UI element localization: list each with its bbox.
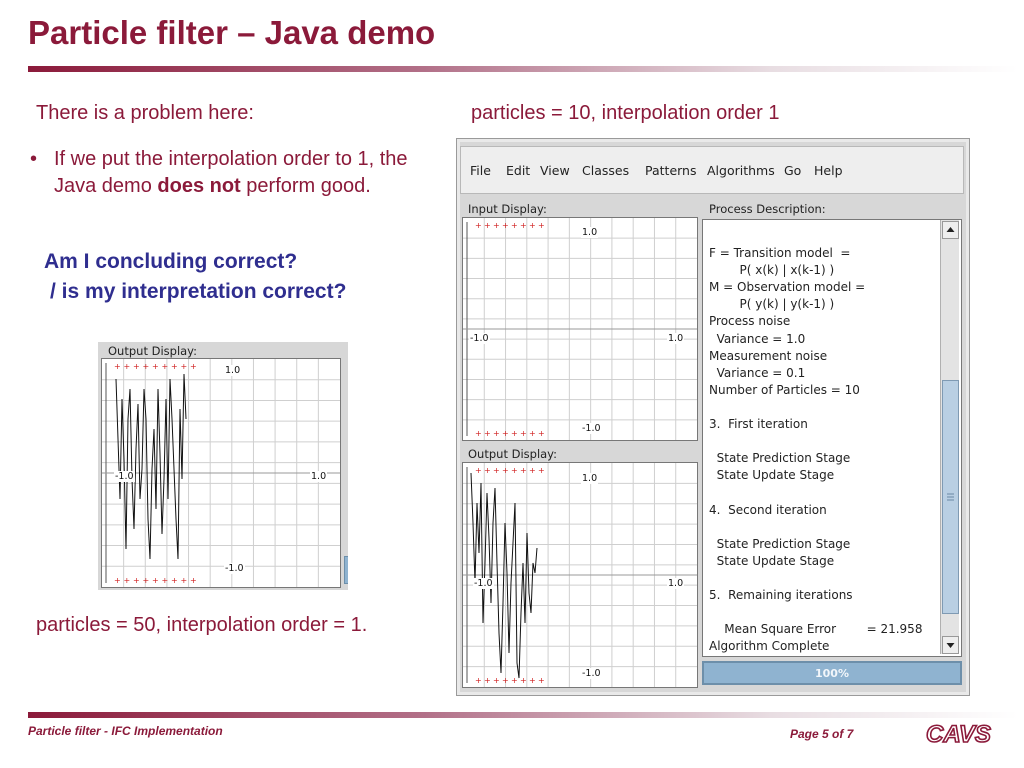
particle-mark: +	[475, 429, 482, 438]
menu-patterns[interactable]: Patterns	[645, 163, 697, 178]
particle-mark: +	[511, 676, 518, 685]
particle-mark: +	[142, 362, 150, 371]
particle-mark: +	[484, 466, 491, 475]
particle-mark: +	[511, 429, 518, 438]
particle-mark: +	[520, 221, 527, 230]
description-line: P( x(k) | x(k-1) )	[709, 263, 835, 278]
particle-mark: +	[502, 221, 509, 230]
menu-file[interactable]: File	[470, 163, 491, 178]
description-scrollbar[interactable]	[940, 220, 959, 654]
particle-mark: +	[161, 362, 169, 371]
snapshot-output-panel	[98, 342, 348, 590]
particle-mark: +	[190, 576, 197, 585]
particle-mark: +	[123, 576, 131, 585]
snapshot-progress-edge	[344, 556, 348, 584]
bullet-text-post: perform good.	[240, 175, 371, 197]
description-line: P( y(k) | y(k-1) )	[709, 297, 835, 312]
input-display-plot	[462, 217, 698, 441]
slide-title: Particle filter – Java demo	[28, 14, 436, 51]
particle-mark: +	[502, 466, 509, 475]
particle-mark: +	[493, 221, 500, 230]
snapshot-output-plot	[101, 358, 341, 588]
menu-go[interactable]: Go	[784, 163, 802, 178]
particle-mark: +	[190, 362, 197, 371]
particle-mark: +	[520, 466, 527, 475]
particle-mark: +	[484, 221, 491, 230]
particle-mark: +	[520, 676, 527, 685]
description-line: State Prediction Stage	[709, 451, 851, 466]
description-line: Process noise	[709, 314, 791, 329]
description-line: State Prediction Stage	[709, 536, 851, 551]
grip-icon	[943, 381, 958, 613]
caption-left: particles = 50, interpolation order = 1.	[36, 614, 368, 636]
particle-mark: +	[511, 466, 518, 475]
particle-mark: +	[538, 221, 545, 230]
particle-mark: +	[161, 576, 169, 585]
description-line: Mean Square Error = 21.958	[709, 622, 923, 637]
particle-mark: +	[493, 466, 500, 475]
arrow-down-icon	[943, 637, 958, 653]
description-line: F = Transition model =	[709, 246, 851, 260]
scroll-down-button[interactable]	[942, 636, 959, 654]
intro-text: There is a problem here:	[36, 102, 254, 124]
description-line: State Update Stage	[709, 553, 835, 568]
tick-bottom: -1.0	[582, 423, 601, 434]
particle-mark: +	[529, 221, 536, 230]
tick-bottom: -1.0	[225, 563, 244, 574]
question-line-2: / is my interpretation correct?	[50, 280, 347, 303]
menu-view[interactable]: View	[540, 163, 570, 178]
caption-right: particles = 10, interpolation order 1	[471, 102, 780, 124]
tick-top: 1.0	[582, 473, 598, 484]
particle-mark: +	[484, 429, 491, 438]
state-trace	[116, 374, 186, 559]
process-description-label: Process Description:	[709, 202, 826, 216]
particle-mark: +	[475, 466, 482, 475]
bullet-text-pre: If we put the interpolation order to 1, the Java demo	[54, 148, 408, 197]
tick-right: 1.0	[668, 333, 684, 344]
process-description-text[interactable]	[702, 219, 962, 657]
menu-edit[interactable]: Edit	[506, 163, 531, 178]
snapshot-output-label: Output Display:	[108, 344, 198, 358]
menu-bar	[460, 146, 964, 194]
question-line-1: Am I concluding correct?	[44, 250, 298, 273]
bullet-dot: •	[30, 148, 38, 170]
progress-text: 100%	[815, 667, 849, 680]
description-line: M = Observation model =	[709, 280, 866, 295]
particle-mark: +	[493, 676, 500, 685]
tick-top: 1.0	[225, 365, 241, 376]
footer-left-text: Particle filter - IFC Implementation	[28, 724, 223, 738]
description-line: Number of Particles = 10	[709, 382, 860, 397]
tick-top: 1.0	[582, 227, 598, 238]
particle-mark: +	[529, 676, 536, 685]
tick-right: 1.0	[668, 578, 684, 589]
footer-divider	[28, 712, 1018, 718]
particle-mark: +	[133, 576, 140, 585]
tick-right: 1.0	[311, 471, 327, 482]
cavs-logo	[922, 718, 998, 748]
output-display-label: Output Display:	[468, 447, 558, 461]
particle-mark: +	[502, 429, 509, 438]
output-display-plot	[462, 462, 698, 688]
menu-classes[interactable]: Classes	[582, 163, 630, 178]
input-display-label: Input Display:	[468, 202, 547, 216]
particle-mark: +	[520, 429, 527, 438]
tick-left: -1.0	[115, 471, 134, 482]
particle-mark: +	[142, 576, 150, 585]
description-line: Variance = 0.1	[709, 365, 806, 380]
particle-mark: +	[123, 362, 131, 371]
particle-mark: +	[484, 676, 491, 685]
input-plot-graphic	[463, 218, 697, 440]
scroll-up-button[interactable]	[942, 221, 959, 239]
cavs-logo-text: CAVS	[926, 721, 991, 748]
description-line: 3. First iteration	[709, 417, 808, 431]
progress-bar	[702, 661, 962, 685]
particle-mark: +	[502, 676, 509, 685]
description-line: 4. Second iteration	[709, 502, 827, 517]
menu-algorithms[interactable]: Algorithms	[707, 163, 775, 178]
particle-mark: +	[180, 362, 188, 371]
tick-left: -1.0	[474, 578, 493, 589]
bullet-text	[54, 146, 434, 200]
particle-mark: +	[152, 576, 159, 585]
output-plot-graphic	[463, 463, 697, 687]
description-line: 5. Remaining iterations	[709, 588, 853, 602]
particle-mark: +	[493, 429, 500, 438]
particle-mark: +	[511, 221, 518, 230]
particle-mark: +	[180, 576, 188, 585]
tick-bottom: -1.0	[582, 668, 601, 679]
particle-mark: +	[475, 221, 482, 230]
snapshot-plot-graphic	[102, 359, 340, 587]
particle-mark: +	[475, 676, 482, 685]
particle-mark: +	[538, 466, 545, 475]
description-line: State Update Stage	[709, 468, 835, 483]
particle-mark: +	[538, 429, 545, 438]
particle-mark: +	[171, 362, 178, 371]
particle-mark: +	[133, 362, 140, 371]
scroll-thumb[interactable]	[942, 380, 959, 614]
title-divider	[28, 66, 1018, 72]
page-number: Page 5 of 7	[790, 727, 854, 741]
bullet-text-bold: does not	[157, 175, 241, 197]
arrow-up-icon	[943, 222, 958, 238]
description-line: Measurement noise	[709, 348, 828, 363]
menu-help[interactable]: Help	[814, 163, 843, 178]
particle-mark: +	[529, 466, 536, 475]
particle-mark: +	[538, 676, 545, 685]
particle-mark: +	[171, 576, 178, 585]
particle-mark: +	[529, 429, 536, 438]
particle-mark: +	[114, 576, 121, 585]
particle-mark: +	[114, 362, 121, 371]
description-line: Variance = 1.0	[709, 331, 806, 346]
particle-mark: +	[152, 362, 159, 371]
cavs-logo-icon	[922, 718, 998, 748]
description-line: Algorithm Complete	[709, 639, 830, 654]
tick-left: -1.0	[470, 333, 489, 344]
